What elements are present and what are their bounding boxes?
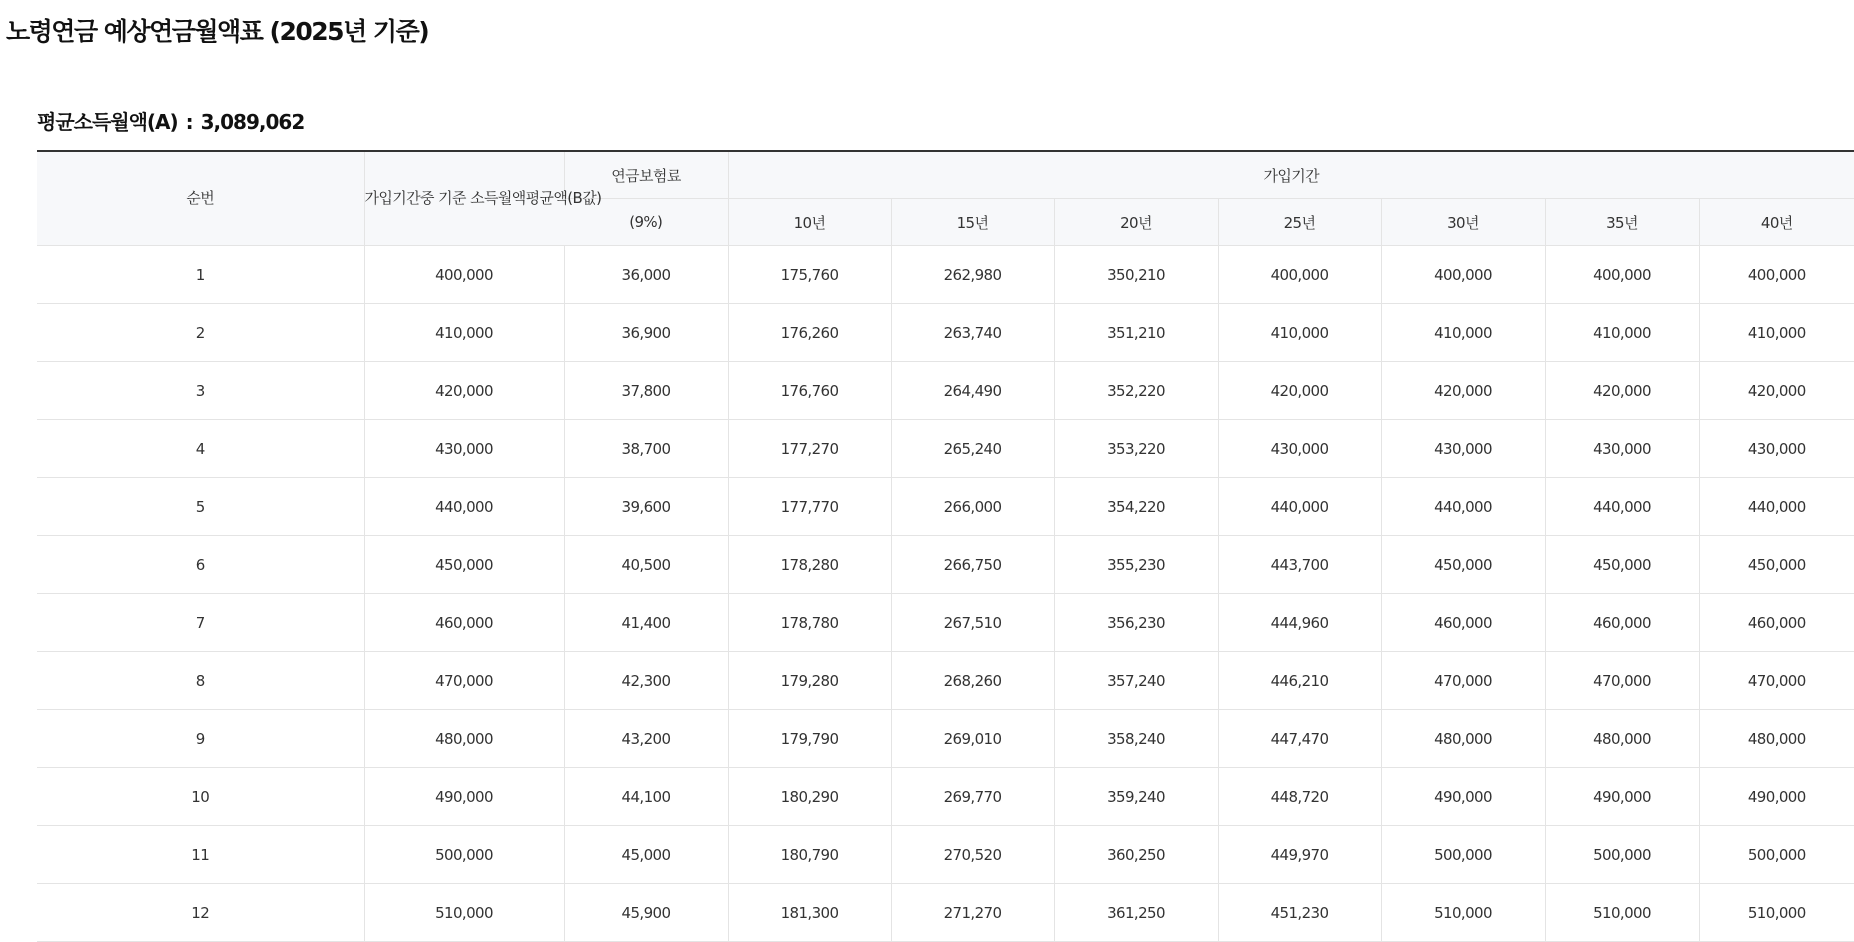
cell-base-income: 410,000	[364, 304, 564, 362]
cell-period-25: 448,720	[1218, 768, 1381, 826]
cell-period-40: 430,000	[1699, 420, 1854, 478]
cell-period-10: 179,280	[728, 652, 891, 710]
cell-period-40: 500,000	[1699, 826, 1854, 884]
cell-period-15: 266,750	[891, 536, 1054, 594]
cell-premium: 45,900	[564, 884, 728, 942]
table-row	[37, 710, 1854, 768]
cell-period-40: 490,000	[1699, 768, 1854, 826]
cell-period-15: 264,490	[891, 362, 1054, 420]
cell-period-25: 449,970	[1218, 826, 1381, 884]
cell-premium: 39,600	[564, 478, 728, 536]
header-premium-rate: (9%)	[564, 199, 728, 246]
cell-base-income: 500,000	[364, 826, 564, 884]
cell-period-40: 480,000	[1699, 710, 1854, 768]
cell-period-25: 443,700	[1218, 536, 1381, 594]
cell-premium: 41,400	[564, 594, 728, 652]
cell-period-30: 500,000	[1381, 826, 1545, 884]
cell-period-20: 361,250	[1054, 884, 1218, 942]
table-body	[37, 246, 1854, 942]
cell-seq: 4	[37, 420, 364, 478]
cell-period-20: 358,240	[1054, 710, 1218, 768]
table-header	[37, 151, 1854, 246]
cell-period-10: 180,290	[728, 768, 891, 826]
cell-period-10: 178,280	[728, 536, 891, 594]
cell-base-income: 420,000	[364, 362, 564, 420]
cell-period-30: 430,000	[1381, 420, 1545, 478]
cell-period-20: 356,230	[1054, 594, 1218, 652]
cell-period-10: 180,790	[728, 826, 891, 884]
cell-period-35: 410,000	[1545, 304, 1699, 362]
cell-seq: 9	[37, 710, 364, 768]
cell-premium: 40,500	[564, 536, 728, 594]
table-row	[37, 478, 1854, 536]
cell-base-income: 460,000	[364, 594, 564, 652]
cell-period-30: 420,000	[1381, 362, 1545, 420]
header-period-25: 25년	[1218, 199, 1381, 246]
header-period-35: 35년	[1545, 199, 1699, 246]
average-income-value: 3,089,062	[200, 110, 305, 134]
cell-seq: 10	[37, 768, 364, 826]
cell-seq: 8	[37, 652, 364, 710]
header-period-15: 15년	[891, 199, 1054, 246]
cell-period-40: 460,000	[1699, 594, 1854, 652]
cell-period-30: 490,000	[1381, 768, 1545, 826]
average-income	[37, 106, 304, 135]
cell-period-35: 490,000	[1545, 768, 1699, 826]
cell-period-10: 177,270	[728, 420, 891, 478]
cell-period-15: 270,520	[891, 826, 1054, 884]
cell-period-20: 360,250	[1054, 826, 1218, 884]
cell-period-40: 450,000	[1699, 536, 1854, 594]
average-income-label: 평균소득월액(A)	[37, 110, 178, 134]
cell-period-35: 430,000	[1545, 420, 1699, 478]
cell-period-15: 262,980	[891, 246, 1054, 304]
cell-base-income: 400,000	[364, 246, 564, 304]
cell-period-30: 460,000	[1381, 594, 1545, 652]
cell-seq: 5	[37, 478, 364, 536]
table-row	[37, 362, 1854, 420]
cell-period-20: 354,220	[1054, 478, 1218, 536]
cell-period-20: 353,220	[1054, 420, 1218, 478]
header-row-1	[37, 151, 1854, 199]
header-base-income-line1: 가입기간중 기준	[364, 189, 466, 207]
cell-period-40: 400,000	[1699, 246, 1854, 304]
cell-period-15: 267,510	[891, 594, 1054, 652]
cell-seq: 1	[37, 246, 364, 304]
cell-period-30: 480,000	[1381, 710, 1545, 768]
cell-period-40: 470,000	[1699, 652, 1854, 710]
cell-period-25: 447,470	[1218, 710, 1381, 768]
cell-period-30: 510,000	[1381, 884, 1545, 942]
header-base-income-line2: 소득월액평균액(B값)	[470, 189, 602, 207]
table-row	[37, 884, 1854, 942]
cell-premium: 36,900	[564, 304, 728, 362]
cell-premium: 44,100	[564, 768, 728, 826]
cell-period-10: 176,260	[728, 304, 891, 362]
page-title: 노령연금 예상연금월액표 (2025년 기준)	[6, 17, 429, 46]
cell-premium: 45,000	[564, 826, 728, 884]
cell-period-10: 181,300	[728, 884, 891, 942]
cell-base-income: 440,000	[364, 478, 564, 536]
cell-period-20: 355,230	[1054, 536, 1218, 594]
cell-base-income: 430,000	[364, 420, 564, 478]
table-row	[37, 304, 1854, 362]
cell-period-25: 420,000	[1218, 362, 1381, 420]
table-row	[37, 768, 1854, 826]
cell-period-10: 175,760	[728, 246, 891, 304]
cell-period-25: 446,210	[1218, 652, 1381, 710]
table-row	[37, 826, 1854, 884]
cell-seq: 6	[37, 536, 364, 594]
table-row	[37, 594, 1854, 652]
cell-period-15: 269,010	[891, 710, 1054, 768]
cell-premium: 42,300	[564, 652, 728, 710]
cell-period-40: 510,000	[1699, 884, 1854, 942]
cell-period-10: 177,770	[728, 478, 891, 536]
pension-table-container	[37, 150, 1854, 942]
cell-period-40: 440,000	[1699, 478, 1854, 536]
cell-seq: 11	[37, 826, 364, 884]
pension-table	[37, 150, 1854, 942]
cell-period-35: 500,000	[1545, 826, 1699, 884]
cell-period-35: 440,000	[1545, 478, 1699, 536]
cell-premium: 43,200	[564, 710, 728, 768]
cell-period-25: 444,960	[1218, 594, 1381, 652]
cell-period-15: 263,740	[891, 304, 1054, 362]
cell-period-15: 268,260	[891, 652, 1054, 710]
cell-period-35: 460,000	[1545, 594, 1699, 652]
cell-period-30: 450,000	[1381, 536, 1545, 594]
cell-period-35: 420,000	[1545, 362, 1699, 420]
cell-period-35: 470,000	[1545, 652, 1699, 710]
cell-period-30: 440,000	[1381, 478, 1545, 536]
cell-period-15: 271,270	[891, 884, 1054, 942]
cell-period-40: 410,000	[1699, 304, 1854, 362]
cell-period-15: 266,000	[891, 478, 1054, 536]
cell-period-40: 420,000	[1699, 362, 1854, 420]
cell-period-25: 430,000	[1218, 420, 1381, 478]
cell-base-income: 490,000	[364, 768, 564, 826]
cell-period-30: 400,000	[1381, 246, 1545, 304]
cell-period-35: 400,000	[1545, 246, 1699, 304]
table-row	[37, 246, 1854, 304]
header-period-40: 40년	[1699, 199, 1854, 246]
header-period-30: 30년	[1381, 199, 1545, 246]
table-row	[37, 420, 1854, 478]
cell-base-income: 510,000	[364, 884, 564, 942]
cell-period-30: 410,000	[1381, 304, 1545, 362]
cell-premium: 36,000	[564, 246, 728, 304]
header-period-10: 10년	[728, 199, 891, 246]
table-row	[37, 652, 1854, 710]
cell-period-20: 352,220	[1054, 362, 1218, 420]
cell-period-15: 265,240	[891, 420, 1054, 478]
cell-premium: 38,700	[564, 420, 728, 478]
header-period-group: 가입기간	[728, 151, 1854, 199]
cell-period-25: 451,230	[1218, 884, 1381, 942]
cell-period-20: 359,240	[1054, 768, 1218, 826]
cell-period-10: 179,790	[728, 710, 891, 768]
cell-period-20: 357,240	[1054, 652, 1218, 710]
cell-base-income: 470,000	[364, 652, 564, 710]
cell-period-10: 178,780	[728, 594, 891, 652]
cell-seq: 2	[37, 304, 364, 362]
cell-period-35: 510,000	[1545, 884, 1699, 942]
cell-period-30: 470,000	[1381, 652, 1545, 710]
cell-seq: 3	[37, 362, 364, 420]
average-income-separator: :	[185, 110, 193, 134]
cell-period-25: 410,000	[1218, 304, 1381, 362]
cell-period-25: 440,000	[1218, 478, 1381, 536]
cell-period-20: 350,210	[1054, 246, 1218, 304]
cell-seq: 7	[37, 594, 364, 652]
cell-period-35: 480,000	[1545, 710, 1699, 768]
header-base-income	[364, 151, 602, 246]
header-period-20: 20년	[1054, 199, 1218, 246]
cell-seq: 12	[37, 884, 364, 942]
cell-period-25: 400,000	[1218, 246, 1381, 304]
cell-period-10: 176,760	[728, 362, 891, 420]
cell-period-35: 450,000	[1545, 536, 1699, 594]
cell-base-income: 450,000	[364, 536, 564, 594]
cell-base-income: 480,000	[364, 710, 564, 768]
header-seq: 순번	[37, 151, 364, 246]
table-row	[37, 536, 1854, 594]
cell-period-20: 351,210	[1054, 304, 1218, 362]
cell-period-15: 269,770	[891, 768, 1054, 826]
cell-premium: 37,800	[564, 362, 728, 420]
header-premium: 연금보험료	[564, 151, 728, 199]
